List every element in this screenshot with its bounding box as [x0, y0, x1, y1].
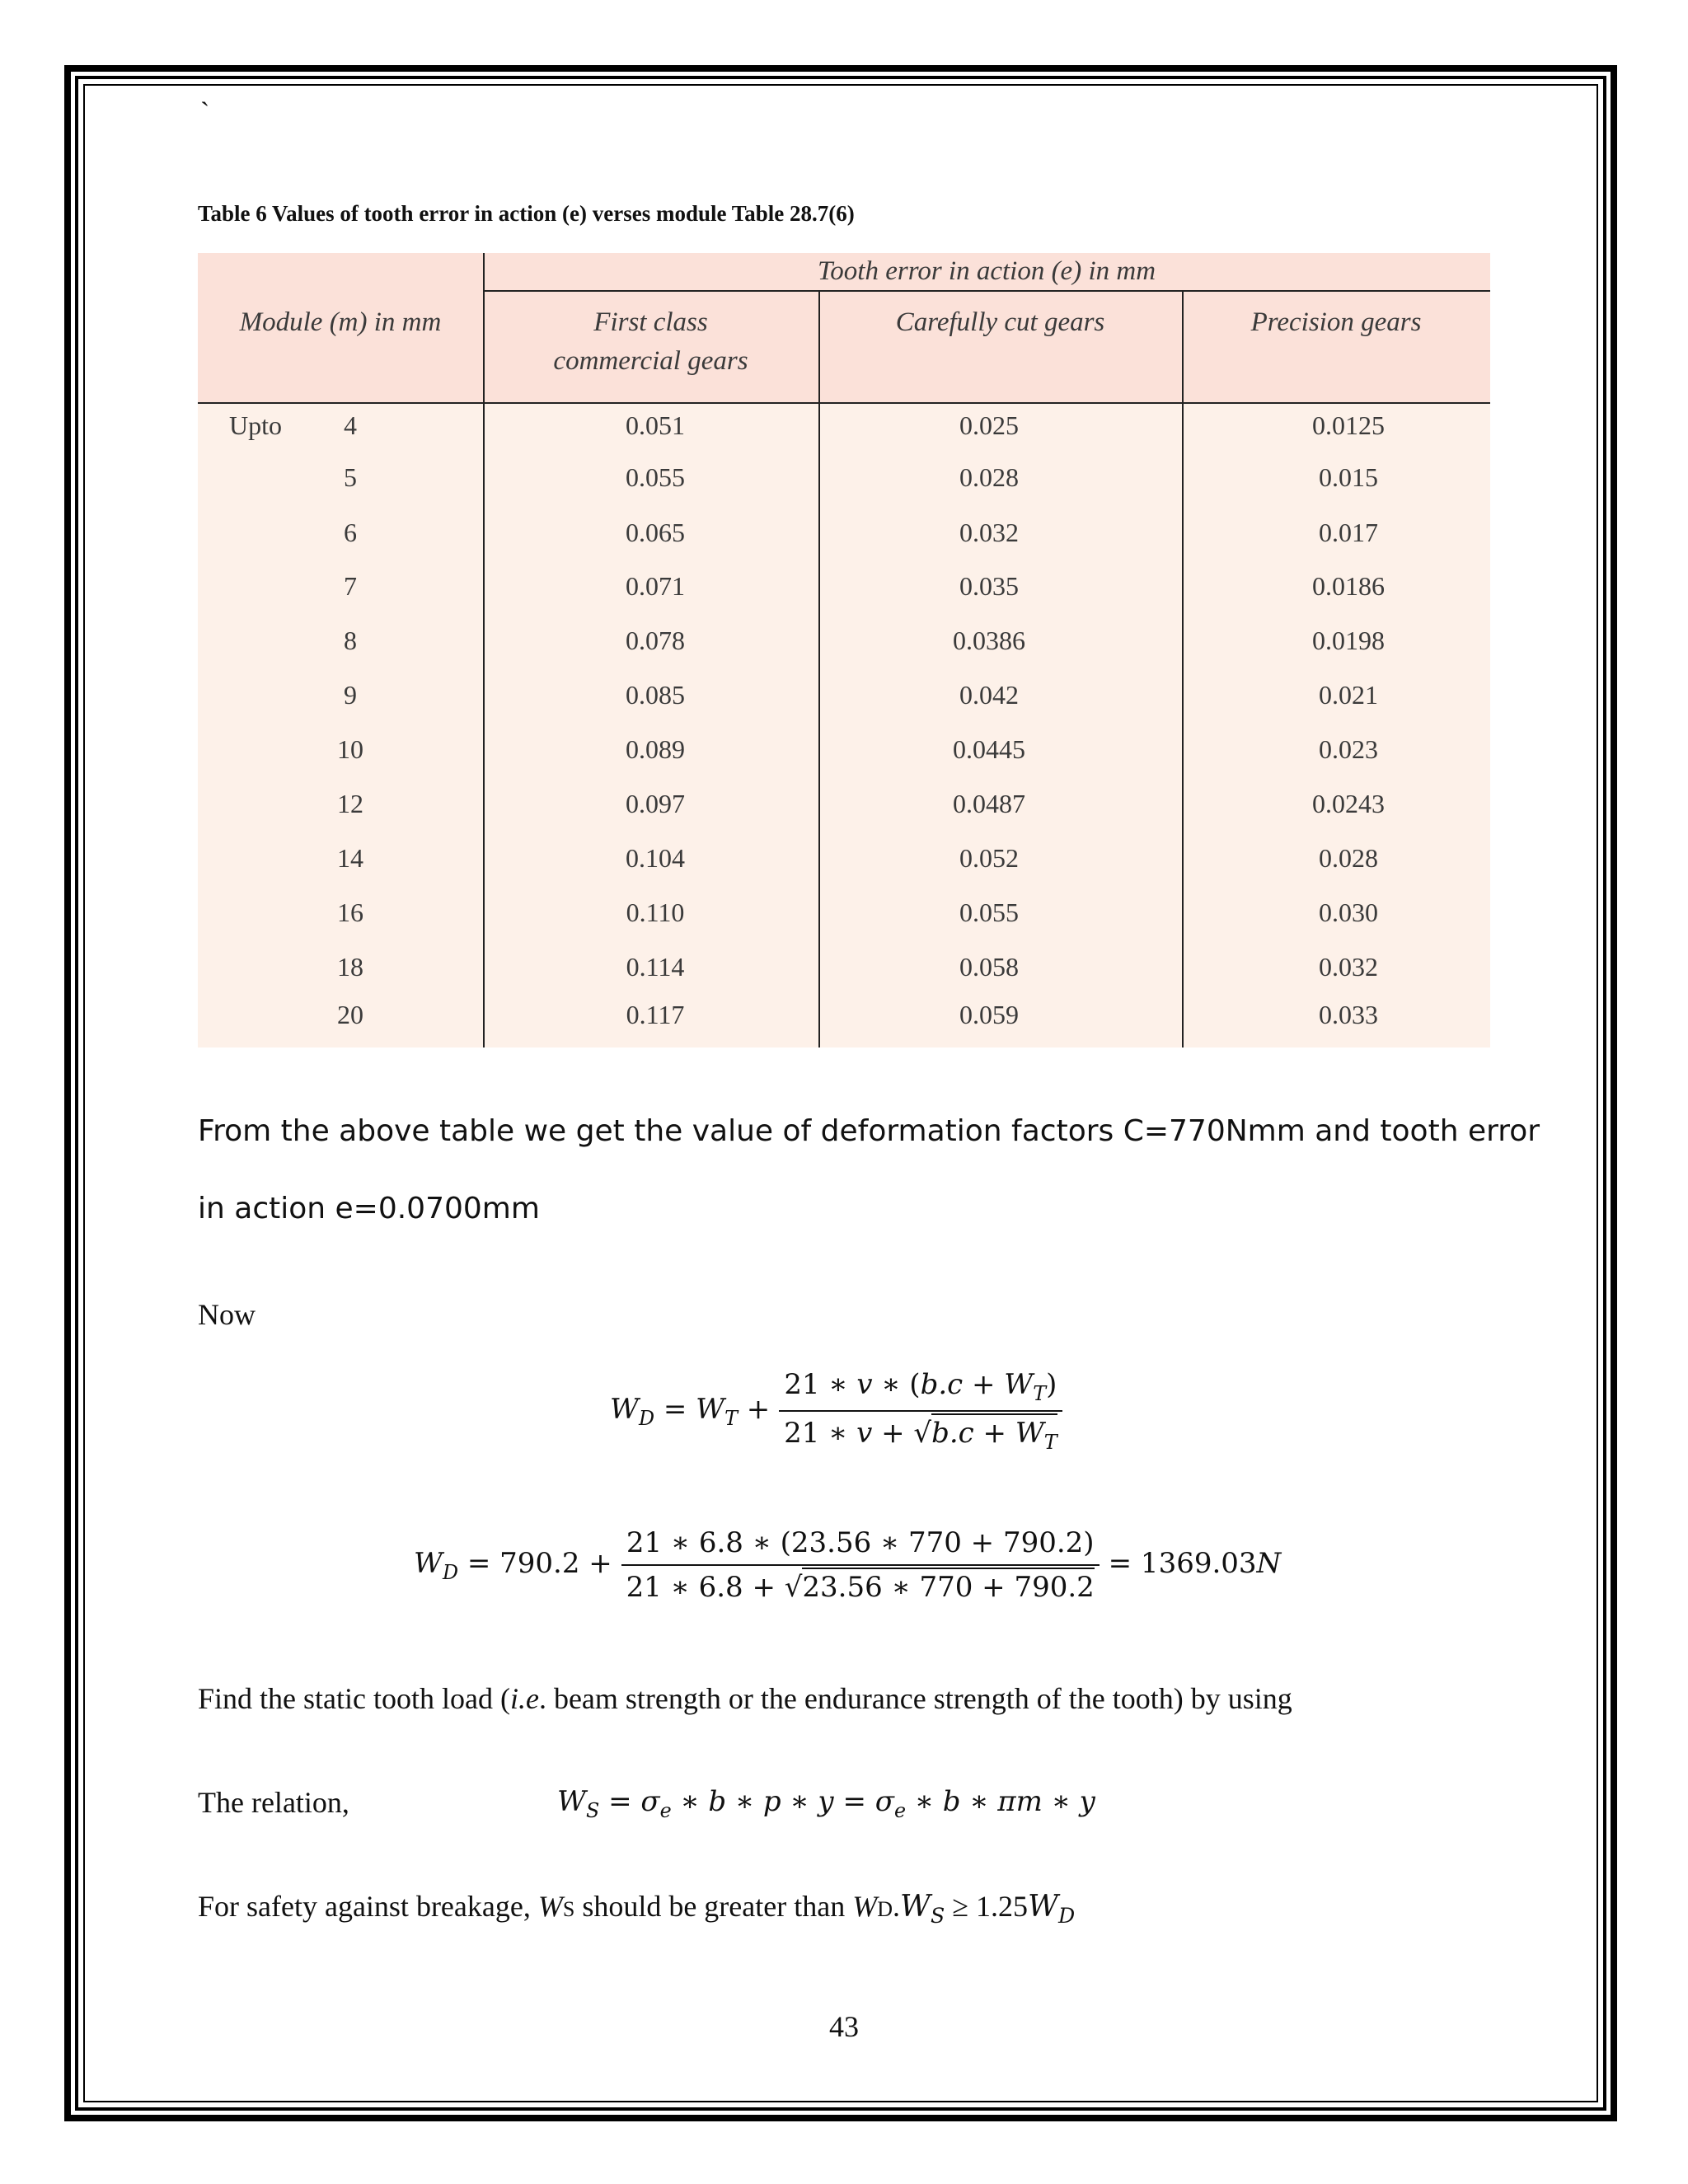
carefully-cut-cell: 0.055 [959, 898, 1019, 927]
first-class-cell: 0.051 [626, 410, 685, 440]
safety-sentence: For safety against breakage, WS should be greater than $WD.W_S \ge 1.25W_D$ [198, 1890, 1076, 1929]
module-cell: 12 [337, 789, 363, 818]
first-class-cell: 0.117 [626, 1000, 685, 1029]
carefully-cut-cell: 0.0445 [953, 734, 1025, 764]
first-class-cell: 0.089 [626, 734, 685, 764]
precision-cell: 0.017 [1319, 518, 1378, 547]
precision-cell: 0.023 [1319, 734, 1378, 764]
dynamic-load-calculation: $W_D = 790.2$ + $\frac{21 ∗ 6.8 ∗ (23.56 ∗ 770 + 790.2)}{21 ∗ 6.8 + √23.56 ∗ 770 + 790.2}$ = 1369.03N [414, 1526, 1282, 1604]
first-class-cell: 0.078 [626, 626, 685, 655]
carefully-cut-cell: 0.035 [959, 571, 1019, 601]
relation-label: The relation, [198, 1786, 349, 1819]
precision-cell: 0.0243 [1312, 789, 1385, 818]
top-mark: ` [200, 97, 210, 128]
carefully-cut-cell: 0.058 [959, 952, 1019, 982]
precision-cell: 0.021 [1319, 680, 1378, 710]
col-first-class-header-line1: First class [593, 307, 708, 337]
module-cell: 4 [344, 410, 357, 440]
module-cell: 14 [337, 843, 363, 873]
page-number: 43 [829, 2010, 859, 2043]
carefully-cut-cell: 0.052 [959, 843, 1019, 873]
precision-cell: 0.0125 [1312, 410, 1385, 440]
module-cell: 7 [344, 571, 357, 601]
column-divider [1182, 291, 1184, 1047]
module-cell: 6 [344, 518, 357, 547]
carefully-cut-cell: 0.0386 [953, 626, 1025, 655]
carefully-cut-cell: 0.028 [959, 462, 1019, 492]
static-load-sentence: Find the static tooth load (i.e. beam strength or the endurance strength of the tooth) by using [198, 1682, 1292, 1715]
first-class-cell: 0.104 [626, 843, 685, 873]
module-cell: 9 [344, 680, 357, 710]
precision-cell: 0.015 [1319, 462, 1378, 492]
carefully-cut-cell: 0.059 [959, 1000, 1019, 1029]
header-rule [483, 290, 1490, 292]
precision-cell: 0.033 [1319, 1000, 1378, 1029]
paragraph-line: From the above table we get the value of deformation factors C=770Nmm and tooth error [198, 1114, 1540, 1148]
column-divider [818, 291, 820, 1047]
first-class-cell: 0.085 [626, 680, 685, 710]
col-precision-header: Precision gears [1250, 307, 1422, 337]
precision-cell: 0.0186 [1312, 571, 1385, 601]
static-load-formula: $W_S = \sigma_e$ ∗ b ∗ p ∗ $y = \sigma_e$ ∗ b ∗ πm ∗ y [557, 1785, 1095, 1822]
carefully-cut-cell: 0.042 [959, 680, 1019, 710]
module-cell: 5 [344, 462, 357, 492]
table-caption: Table 6 Values of tooth error in action (e) verses module Table 28.7(6) [198, 201, 855, 226]
module-header: Module (m) in mm [239, 307, 442, 337]
carefully-cut-cell: 0.0487 [953, 789, 1025, 818]
precision-cell: 0.0198 [1312, 626, 1385, 655]
col-carefully-cut-header: Carefully cut gears [895, 307, 1105, 337]
col-first-class-header-line2: commercial gears [553, 346, 748, 376]
module-cell: 20 [337, 1000, 363, 1029]
precision-cell: 0.030 [1319, 898, 1378, 927]
precision-cell: 0.032 [1319, 952, 1378, 982]
first-class-cell: 0.097 [626, 789, 685, 818]
carefully-cut-cell: 0.032 [959, 518, 1019, 547]
module-cell: 18 [337, 952, 363, 982]
module-cell: 10 [337, 734, 363, 764]
paragraph-line: in action e=0.0700mm [198, 1192, 540, 1226]
precision-cell: 0.028 [1319, 843, 1378, 873]
now-label: Now [198, 1298, 256, 1331]
upto-label: Upto [229, 410, 282, 440]
dynamic-load-formula: $W_D = W_T$ + $\frac{21 ∗ v ∗ (b.c + W_T)}{21 ∗ v + √b.c + W_T}$ [610, 1368, 1062, 1454]
first-class-cell: 0.110 [626, 898, 685, 927]
first-class-cell: 0.055 [626, 462, 685, 492]
carefully-cut-cell: 0.025 [959, 410, 1019, 440]
group-header: Tooth error in action (e) in mm [817, 256, 1156, 286]
module-cell: 8 [344, 626, 357, 655]
first-class-cell: 0.071 [626, 571, 685, 601]
module-cell: 16 [337, 898, 363, 927]
col-first-class-header [483, 307, 818, 377]
first-class-cell: 0.114 [626, 952, 685, 982]
tooth-error-table [198, 253, 1490, 1047]
first-class-cell: 0.065 [626, 518, 685, 547]
header-rule [198, 402, 1490, 404]
